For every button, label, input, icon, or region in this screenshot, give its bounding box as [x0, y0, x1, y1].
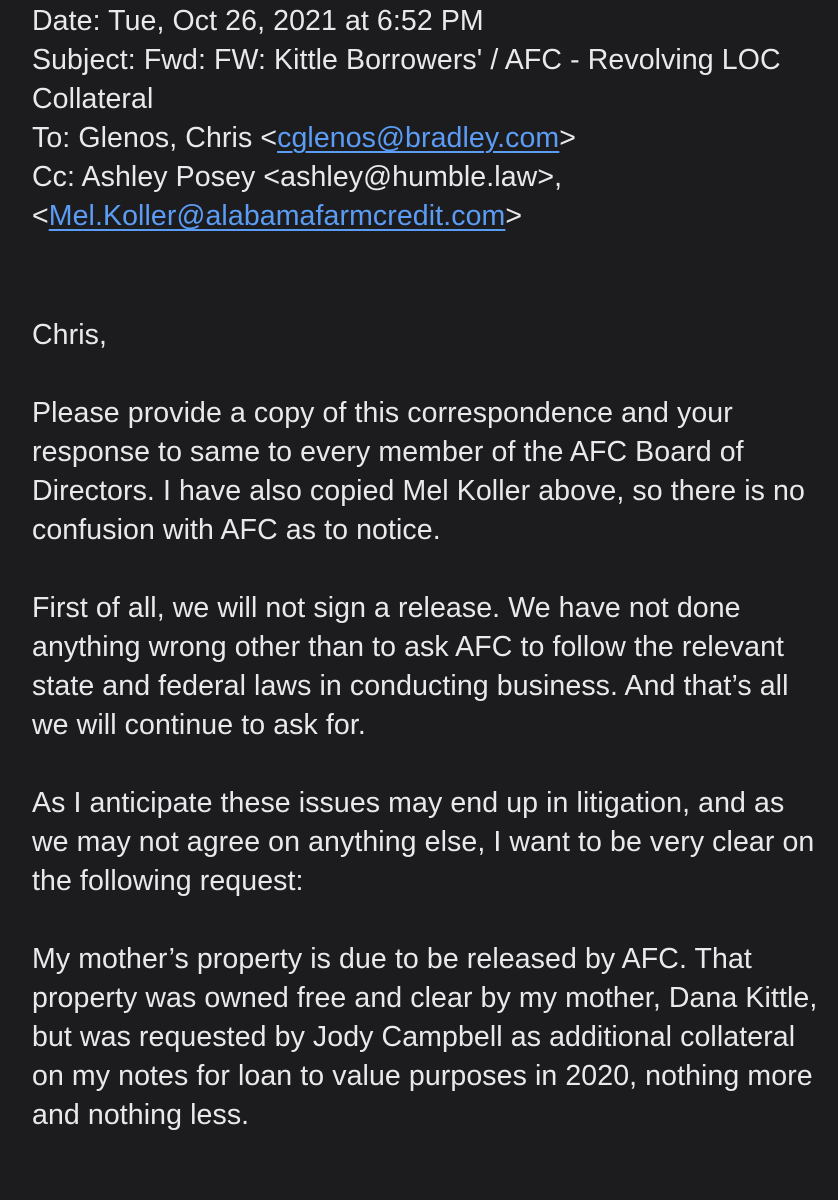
- date-line: [32, 2, 822, 41]
- subject-line: [32, 41, 822, 119]
- to-bracket-close: >: [559, 122, 577, 154]
- greeting: Chris,: [32, 319, 108, 351]
- body-paragraph-2: First of all, we will not sign a release. We have not done anything wrong other than to ask AFC to follow the relevant state and federal laws in conducting business. And that’s all we will continue to ask for.: [32, 592, 789, 741]
- cc-bracket-close: >,: [537, 161, 563, 193]
- to-name: Glenos, Chris: [78, 122, 253, 154]
- to-email-link[interactable]: cglenos@bradley.com: [277, 122, 560, 154]
- cc-line: [32, 158, 822, 197]
- cc-email-link[interactable]: Mel.Koller@alabamafarmcredit.com: [48, 200, 506, 232]
- email-header: [32, 2, 822, 236]
- date-value: Tue, Oct 26, 2021 at 6:52 PM: [108, 5, 484, 37]
- cc2-bracket-open: <: [32, 200, 49, 232]
- cc-name: Ashley Posey: [81, 161, 256, 193]
- subject-value: Fwd: FW: Kittle Borrowers' / AFC - Revolving LOC Collateral: [32, 44, 781, 115]
- body-paragraph-3: As I anticipate these issues may end up in litigation, and as we may not agree on anything else, I want to be very clear on the following request:: [32, 787, 815, 897]
- cc-email-plain: ashley@humble.law: [280, 161, 538, 193]
- cc-line-2: [32, 197, 822, 236]
- to-bracket-open: <: [260, 122, 278, 154]
- body-paragraph-1: Please provide a copy of this correspondence and your response to same to every member of the AFC Board of Directors. I have also copied Mel Koller above, so there is no confusion with AFC as to notice.: [32, 397, 805, 546]
- subject-label: Subject:: [32, 44, 136, 76]
- cc2-bracket-close: >: [505, 200, 523, 232]
- date-label: Date:: [32, 5, 101, 37]
- email-body: [32, 316, 822, 1174]
- cc-label: Cc:: [32, 161, 76, 193]
- to-label: To:: [32, 122, 71, 154]
- to-line: [32, 119, 822, 158]
- cc-bracket-open: <: [263, 161, 281, 193]
- body-paragraph-4: My mother’s property is due to be released by AFC. That property was owned free and clear by my mother, Dana Kittle, but was requested by Jody Campbell as additional collateral on my notes for loan to value purposes in 2020, nothing more and nothing less.: [32, 943, 818, 1131]
